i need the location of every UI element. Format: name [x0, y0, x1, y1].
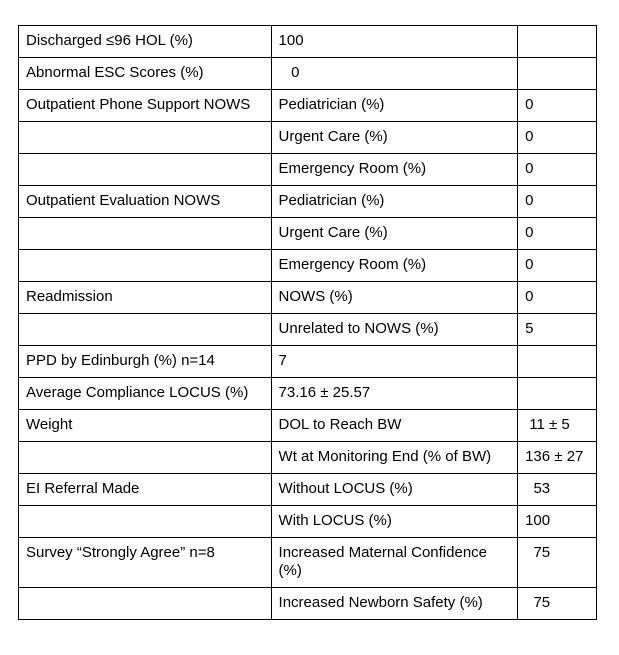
table-cell: Survey “Strongly Agree” n=8 — [19, 538, 272, 588]
table-cell: Weight — [19, 410, 272, 442]
table-cell: Wt at Monitoring End (% of BW) — [271, 442, 518, 474]
table-cell — [19, 506, 272, 538]
table-cell: Emergency Room (%) — [271, 250, 518, 282]
table-row — [19, 588, 597, 620]
table-row — [19, 122, 597, 154]
table-cell: Emergency Room (%) — [271, 154, 518, 186]
table-cell — [518, 26, 597, 58]
table-cell — [19, 154, 272, 186]
table-row — [19, 538, 597, 588]
table-cell: Average Compliance LOCUS (%) — [19, 378, 272, 410]
table-cell: Abnormal ESC Scores (%) — [19, 58, 272, 90]
table-cell: 100 — [271, 26, 518, 58]
table-cell — [19, 442, 272, 474]
table-row — [19, 474, 597, 506]
table-cell: Unrelated to NOWS (%) — [271, 314, 518, 346]
table-cell: 11 ± 5 — [518, 410, 597, 442]
table-row — [19, 186, 597, 218]
results-table-body — [19, 26, 597, 620]
table-cell: Outpatient Evaluation NOWS — [19, 186, 272, 218]
table-cell: NOWS (%) — [271, 282, 518, 314]
table-cell: DOL to Reach BW — [271, 410, 518, 442]
table-row — [19, 410, 597, 442]
table-cell: 7 — [271, 346, 518, 378]
table-cell — [19, 588, 272, 620]
table-cell: 75 — [518, 538, 597, 588]
table-row — [19, 250, 597, 282]
table-cell — [518, 346, 597, 378]
table-cell: 0 — [518, 90, 597, 122]
table-cell: 53 — [518, 474, 597, 506]
table-row — [19, 58, 597, 90]
table-cell: 136 ± 27 — [518, 442, 597, 474]
table-cell: 73.16 ± 25.57 — [271, 378, 518, 410]
table-cell: Readmission — [19, 282, 272, 314]
table-row — [19, 314, 597, 346]
table-row — [19, 26, 597, 58]
table-row — [19, 90, 597, 122]
table-row — [19, 442, 597, 474]
table-row — [19, 218, 597, 250]
table-cell: 0 — [518, 122, 597, 154]
table-row — [19, 506, 597, 538]
table-cell: Pediatrician (%) — [271, 90, 518, 122]
table-cell: EI Referral Made — [19, 474, 272, 506]
table-row — [19, 346, 597, 378]
table-cell: 0 — [518, 250, 597, 282]
table-cell: 5 — [518, 314, 597, 346]
table-cell: 0 — [271, 58, 518, 90]
table-cell: Increased Newborn Safety (%) — [271, 588, 518, 620]
table-cell: 0 — [518, 154, 597, 186]
table-cell — [518, 378, 597, 410]
table-cell: Without LOCUS (%) — [271, 474, 518, 506]
table-cell: 100 — [518, 506, 597, 538]
table-row — [19, 154, 597, 186]
table-cell: Increased Maternal Confidence (%) — [271, 538, 518, 588]
table-cell — [518, 58, 597, 90]
table-row — [19, 282, 597, 314]
table-cell: 0 — [518, 218, 597, 250]
table-cell — [19, 122, 272, 154]
table-cell: Pediatrician (%) — [271, 186, 518, 218]
table-cell: Outpatient Phone Support NOWS — [19, 90, 272, 122]
table-cell: Discharged ≤96 HOL (%) — [19, 26, 272, 58]
table-cell — [19, 250, 272, 282]
table-cell — [19, 314, 272, 346]
table-cell: Urgent Care (%) — [271, 122, 518, 154]
table-cell: 75 — [518, 588, 597, 620]
table-cell — [19, 218, 272, 250]
results-table — [18, 25, 597, 620]
table-cell: PPD by Edinburgh (%) n=14 — [19, 346, 272, 378]
table-cell: With LOCUS (%) — [271, 506, 518, 538]
table-cell: 0 — [518, 282, 597, 314]
table-row — [19, 378, 597, 410]
table-cell: Urgent Care (%) — [271, 218, 518, 250]
table-cell: 0 — [518, 186, 597, 218]
